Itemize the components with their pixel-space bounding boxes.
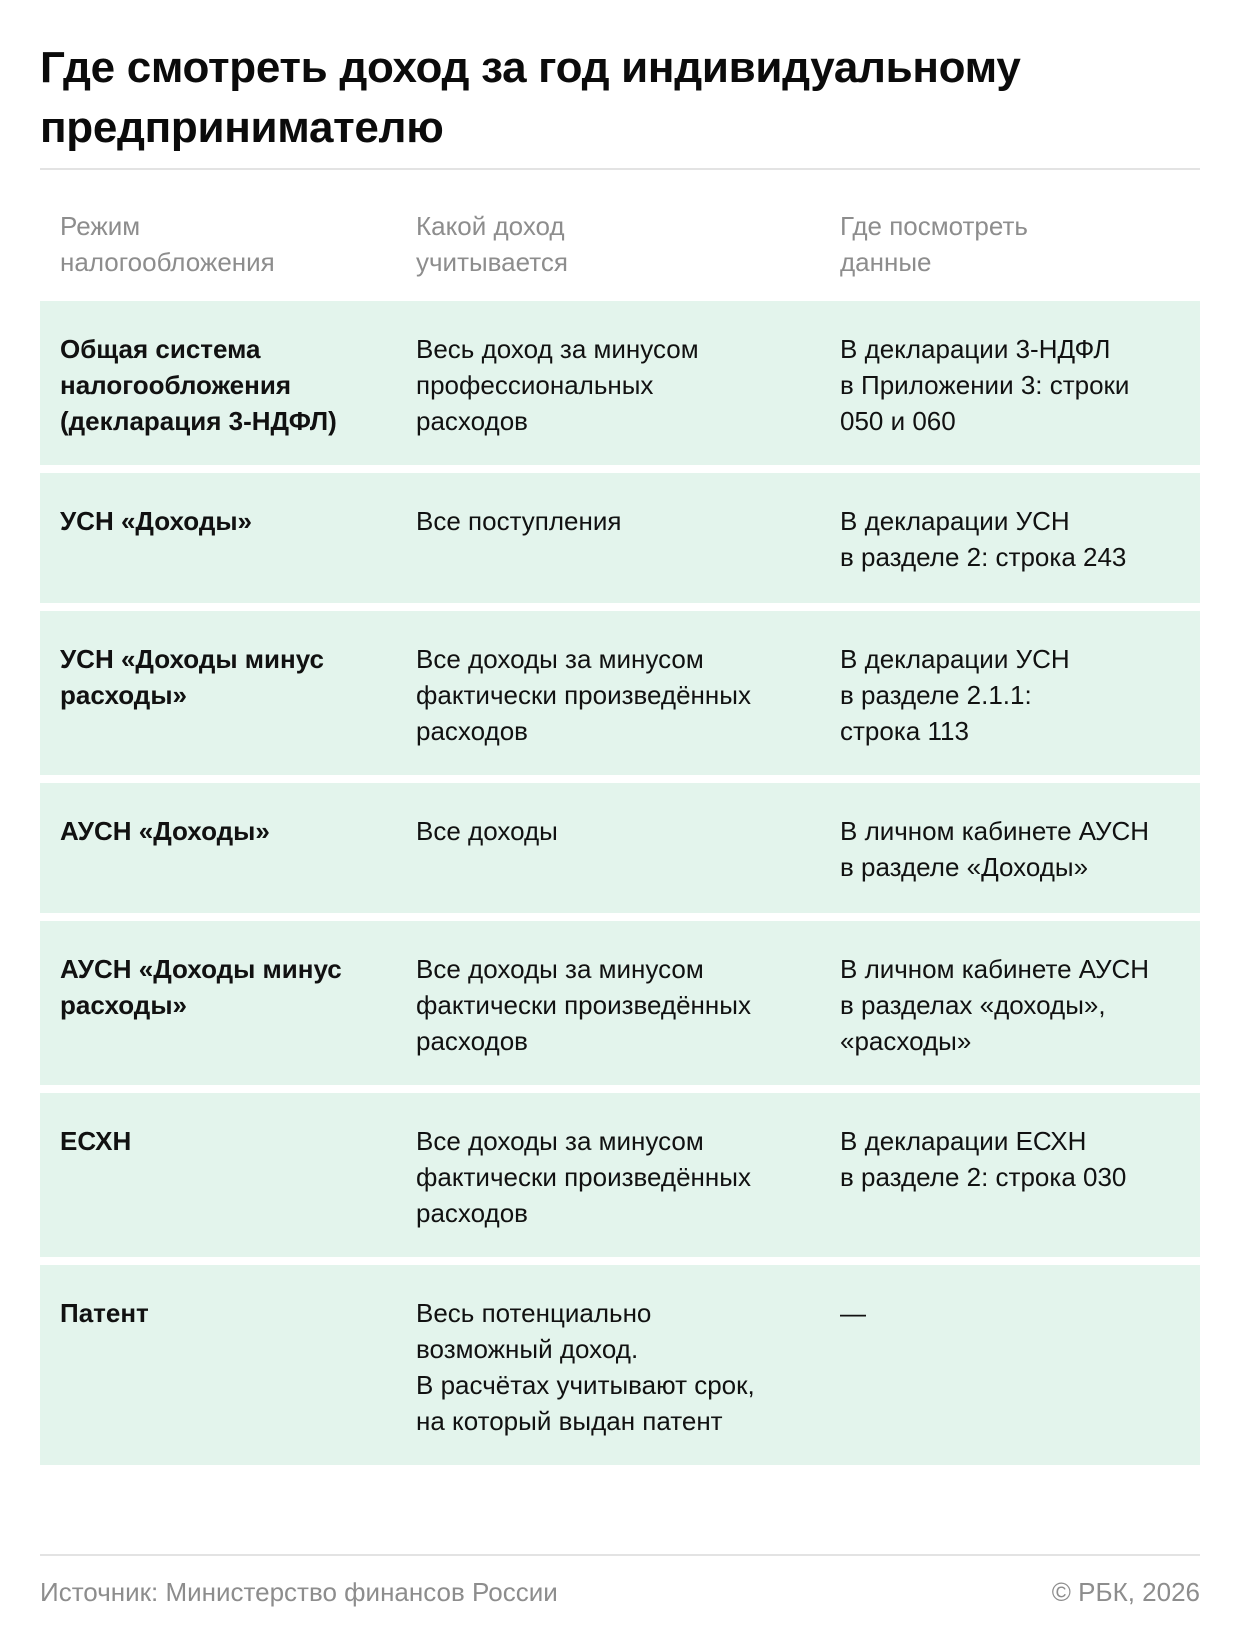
table-header xyxy=(40,208,1200,288)
table-row xyxy=(40,1093,1200,1257)
cell-regime xyxy=(60,1123,390,1159)
header-text: Какой доход xyxy=(416,211,565,241)
cell-where xyxy=(840,641,1190,749)
cell-where xyxy=(840,331,1190,439)
top-divider xyxy=(40,168,1200,170)
cell-income xyxy=(416,813,816,849)
cell-text: В личном кабинете АУСН xyxy=(840,954,1150,984)
header-text: Режим xyxy=(60,211,141,241)
table-row xyxy=(40,473,1200,603)
cell-text: В декларации ЕСХН xyxy=(840,1126,1087,1156)
cell-text: в разделах «доходы», xyxy=(840,990,1106,1020)
cell-where xyxy=(840,951,1190,1059)
copyright: © РБК, 2026 xyxy=(1051,1577,1200,1607)
cell-text: возможный доход. xyxy=(416,1334,639,1364)
table-row xyxy=(40,1265,1200,1465)
cell-text: В расчётах учитывают срок, xyxy=(416,1370,755,1400)
cell-text: Все доходы за минусом xyxy=(416,1126,704,1156)
cell-text: расходы» xyxy=(60,990,187,1020)
cell-text: УСН «Доходы» xyxy=(60,506,253,536)
cell-regime xyxy=(60,641,390,713)
cell-regime xyxy=(60,503,390,539)
table-row xyxy=(40,301,1200,465)
cell-text: Все доходы xyxy=(416,816,558,846)
cell-text: АУСН «Доходы» xyxy=(60,816,270,846)
header-text: данные xyxy=(840,247,932,277)
cell-text: фактически произведённых xyxy=(416,680,751,710)
cell-text: Патент xyxy=(60,1298,149,1328)
page-title xyxy=(40,38,1200,158)
cell-text: АУСН «Доходы минус xyxy=(60,954,342,984)
header-text: Где посмотреть xyxy=(840,211,1028,241)
cell-text: расходов xyxy=(416,1198,528,1228)
cell-text: (декларация 3-НДФЛ) xyxy=(60,406,337,436)
cell-text: В декларации УСН xyxy=(840,644,1070,674)
cell-where xyxy=(840,813,1190,885)
cell-text: — xyxy=(840,1298,866,1328)
cell-text: в разделе 2: строка 030 xyxy=(840,1162,1127,1192)
cell-income xyxy=(416,1123,816,1231)
page-title-line: Где смотреть доход за год индивидуальному xyxy=(40,43,1021,92)
bottom-divider xyxy=(40,1554,1200,1556)
cell-regime xyxy=(60,951,390,1023)
header-regime xyxy=(60,208,390,280)
table-row xyxy=(40,783,1200,913)
cell-text: в разделе 2: строка 243 xyxy=(840,542,1127,572)
cell-regime xyxy=(60,331,390,439)
header-text: налогообложения xyxy=(60,247,275,277)
cell-text: на который выдан патент xyxy=(416,1406,723,1436)
table-row xyxy=(40,921,1200,1085)
header-income xyxy=(416,208,816,280)
cell-regime xyxy=(60,1295,390,1331)
cell-text: Общая система xyxy=(60,334,261,364)
cell-text: В декларации 3-НДФЛ xyxy=(840,334,1111,364)
cell-text: Все доходы за минусом xyxy=(416,954,704,984)
cell-text: 050 и 060 xyxy=(840,406,956,436)
cell-text: ЕСХН xyxy=(60,1126,132,1156)
cell-where xyxy=(840,1123,1190,1195)
cell-text: Весь потенциально xyxy=(416,1298,652,1328)
cell-text: «расходы» xyxy=(840,1026,972,1056)
cell-text: в разделе 2.1.1: xyxy=(840,680,1032,710)
cell-income xyxy=(416,503,816,539)
header-text: учитывается xyxy=(416,247,568,277)
cell-text: налогообложения xyxy=(60,370,292,400)
cell-text: в разделе «Доходы» xyxy=(840,852,1089,882)
cell-text: Все поступления xyxy=(416,506,622,536)
cell-text: Весь доход за минусом xyxy=(416,334,699,364)
cell-income xyxy=(416,951,816,1059)
cell-text: фактически произведённых xyxy=(416,1162,751,1192)
cell-text: Все доходы за минусом xyxy=(416,644,704,674)
cell-text: расходов xyxy=(416,406,528,436)
cell-text: В личном кабинете АУСН xyxy=(840,816,1150,846)
source-note: Источник: Министерство финансов России xyxy=(40,1577,558,1607)
cell-income xyxy=(416,331,816,439)
footer xyxy=(40,1574,1200,1614)
cell-text: расходы» xyxy=(60,680,187,710)
cell-text: в Приложении 3: строки xyxy=(840,370,1130,400)
cell-income xyxy=(416,641,816,749)
cell-income xyxy=(416,1295,816,1439)
table-row xyxy=(40,611,1200,775)
cell-text: фактически произведённых xyxy=(416,990,751,1020)
header-where xyxy=(840,208,1190,280)
cell-text: УСН «Доходы минус xyxy=(60,644,324,674)
cell-text: профессиональных xyxy=(416,370,654,400)
cell-where xyxy=(840,503,1190,575)
cell-where xyxy=(840,1295,1190,1331)
cell-text: строка 113 xyxy=(840,716,969,746)
page-title-line: предпринимателю xyxy=(40,103,444,152)
cell-text: расходов xyxy=(416,716,528,746)
cell-text: расходов xyxy=(416,1026,528,1056)
cell-regime xyxy=(60,813,390,849)
cell-text: В декларации УСН xyxy=(840,506,1070,536)
